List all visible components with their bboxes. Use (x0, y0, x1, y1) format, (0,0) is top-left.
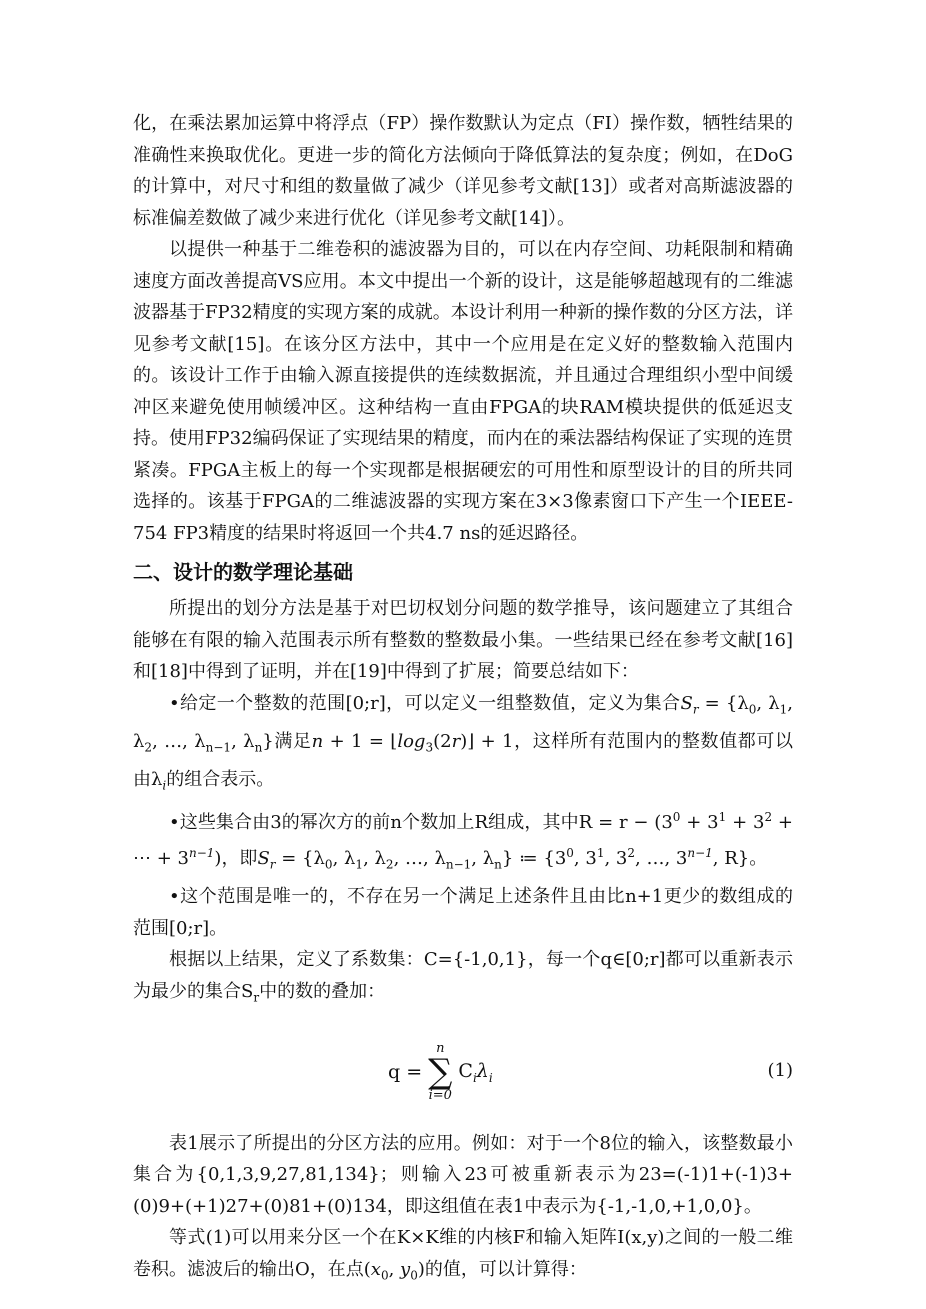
document-page (133, 108, 793, 1292)
paragraph-2: 以提供一种基于二维卷积的滤波器为目的，可以在内存空间、功耗限制和精确速度方面改善提高VS应用。本文中提出一个新的设计，这是能够超越现有的二维滤波器基于FP32精度的实现方案的成就。本设计利用一种新的操作数的分区方法，详见参考文献[15]。在该分区方法中，其中一个应用是在定义好的整数输入范围内的。该设计工作于由输入源直接提供的连续数据流，并且通过合理组织小型中间缓冲区来避免使用帧缓冲区。这种结构一直由FPGA的块RAM模块提供的低延迟支持。使用FP32编码保证了实现结果的精度，而内在的乘法器结构保证了实现的连贯紧凑。FPGA主板上的每一个实现都是根据硬宏的可用性和原型设计的目的所共同选择的。该基于FPGA的二维滤波器的实现方案在3×3像素窗口下产生一个IEEE-754 FP3精度的结果时将返回一个共4.7 ns的延迟路径。 (133, 239, 793, 544)
paragraph-3: 所提出的划分方法是基于对巴切权划分问题的数学推导，该问题建立了其组合能够在有限的输入范围表示所有整数的整数最小集。一些结果已经在参考文献[16]和[18]中得到了证明，并在[19]中得到了扩展；简要总结如下： (133, 598, 793, 682)
paragraph-5: 表1展示了所提出的分区方法的应用。例如：对于一个8位的输入，该整数最小集合为{0,1,3,9,27,81,134}；则输入23可被重新表示为23=(-1)1+(-1)3+(0)9+(+1)27+(0)81+(0)134，即这组值在表1中表示为{-1,-1,0,+1,0,0}。 (133, 1132, 793, 1217)
bullet-2: •这些集合由3的幂次方的前n个数加上R组成，其中$R = r - (3^0 + 3^1 + 3^2$ + ⋯ + $3^{n-1}$)，即$S_r = \{\lambda_0$, $\lambda_1$, $\lambda_2$, …, $\lambda_{n-1}$, $\lambda_n$} ≔ {$3^0$, $3^1$, $3^2$, …, $3^{n-1}$, R}。 (133, 809, 793, 872)
equation-1 (133, 1016, 793, 1128)
bullet-3: •这个范围是唯一的，不存在另一个满足上述条件且由比n+1更少的数组成的范围[0;r]。 (133, 886, 793, 939)
bullet-1: •给定一个整数的范围[0;r]，可以定义一组整数值，定义为集合$S_r = \{\lambda_0$, $\lambda_1$, $\lambda_2$, …, $\lambda_{n-1}$, $\lambda_n$}满足$n + 1 = ⌊\log_3(2r)⌋ + 1$，这样所有范围内的整数值都可以由$\lambda_i$的组合表示。 (133, 692, 794, 793)
equation-formula: q = n ∑ i=0 $C_i\lambda_i$ (388, 1040, 493, 1103)
paragraph-6: 等式(1)可以用来分区一个在K×K维的内核F和输入矩阵I(x,y)之间的一般二维卷积。滤波后的输出O，在点($x_0$, $y_0$)的值，可以计算得： (133, 1227, 793, 1283)
equation-number: (1) (767, 1059, 793, 1081)
section-heading: 二、设计的数学理论基础 (133, 560, 353, 584)
paragraph-1: 化，在乘法累加运算中将浮点（FP）操作数默认为定点（FI）操作数，牺牲结果的准确性来换取优化。更进一步的简化方法倾向于降低算法的复杂度；例如，在DoG的计算中，对尺寸和组的数量做了减少（详见参考文献[13]）或者对高斯滤波器的标准偏差数做了减少来进行优化（详见参考文献[14]）。 (133, 113, 793, 229)
paragraph-4: 根据以上结果，定义了系数集：C={-1,0,1}，每一个q∈[0;r]都可以重新表示为最少的集合$S_r$中的数的叠加： (133, 949, 793, 1005)
